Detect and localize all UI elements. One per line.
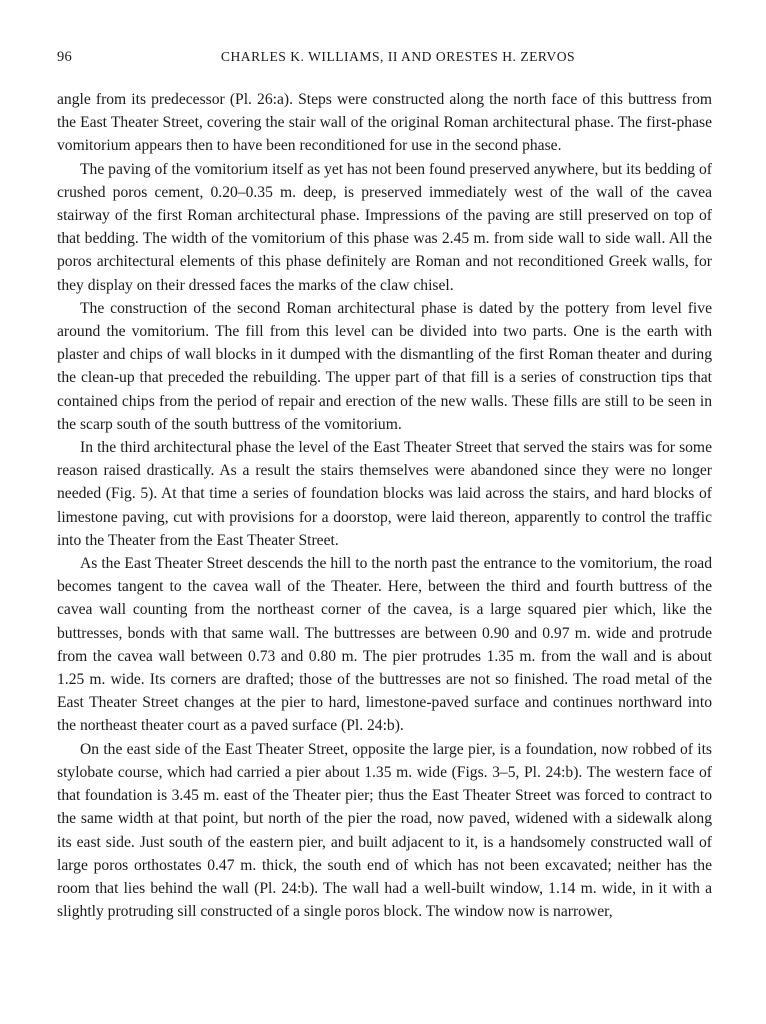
paragraph-3: The construction of the second Roman architectural phase is dated by the pottery from level five around the vomitorium. The fill from this level can be divided into two parts. One is the earth with plaster and chips of wall blocks in it dumped with the dismantling of the first Roman theater and during the clean-up that preceded the rebuilding. The upper part of that fill is a series of construction tips that contained chips from the period of repair and erection of the new walls. These fills are still to be seen in the scarp south of the south buttress of the vomitorium. [57,299,712,433]
running-header [57,49,709,71]
body-text [57,88,712,923]
paragraph-6: On the east side of the East Theater Street, opposite the large pier, is a foundation, now robbed of its stylobate course, which had carried a pier about 1.35 m. wide (Figs. 3–5, Pl. 24:b). The western face of that foundation is 3.45 m. east of the Theater pier; thus the East Theater Street was forced to contract to the same width at that point, but north of the pier the road, now paved, widened with a sidewalk along its east side. Just south of the eastern pier, and built adjacent to it, is a handsomely constructed wall of large poros orthostates 0.47 m. thick, the south end of which has not been excavated; neither has the room that lies behind the wall (Pl. 24:b). The wall had a well-built window, 1.14 m. wide, in it with a slightly protruding sill constructed of a single poros block. The window now is narrower, [57,740,712,921]
paragraph-5: As the East Theater Street descends the hill to the north past the entrance to the vomitorium, the road becomes tangent to the cavea wall of the Theater. Here, between the third and fourth buttress of the cavea wall counting from the northeast corner of the cavea, is a large squared pier which, like the buttresses, bonds with that same wall. The buttresses are between 0.90 and 0.97 m. wide and protrude from the cavea wall between 0.73 and 0.80 m. The pier protrudes 1.35 m. from the wall and is about 1.25 m. wide. Its corners are drafted; those of the buttresses are not so finished. The road metal of the East Theater Street changes at the pier to hard, limestone-paved surface and continues northward into the northeast theater court as a paved surface (Pl. 24:b). [57,555,712,735]
paragraph-2: The paving of the vomitorium itself as yet has not been found preserved anywhere, but its bedding of crushed poros cement, 0.20–0.35 m. deep, is preserved immediately west of the wall of the cavea stairway of the first Roman architectural phase. Impressions of the paving are still preserved on top of that bedding. The width of the vomitorium of this phase was 2.45 m. from side wall to side wall. All the poros architectural elements of this phase definitely are Roman and not reconditioned Greek walls, for they display on their dressed faces the marks of the claw chisel. [57,160,712,294]
running-title: CHARLES K. WILLIAMS, II AND ORESTES H. ZERVOS [220,49,576,64]
paragraph-1: angle from its predecessor (Pl. 26:a). Steps were constructed along the north face of this buttress from the East Theater Street, covering the stair wall of the original Roman architectural phase. The first-phase vomitorium appears then to have been reconditioned for use in the second phase. [57,91,712,155]
paragraph-4: In the third architectural phase the level of the East Theater Street that served the stairs was for some reason raised drastically. As a result the stairs themselves were abandoned since they were no longer needed (Fig. 5). At that time a series of foundation blocks was laid across the stairs, and hard blocks of limestone paving, cut with provisions for a doorstop, were laid thereon, apparently to control the traffic into the Theater from the East Theater Street. [57,439,712,549]
page-number: 96 [57,49,72,65]
